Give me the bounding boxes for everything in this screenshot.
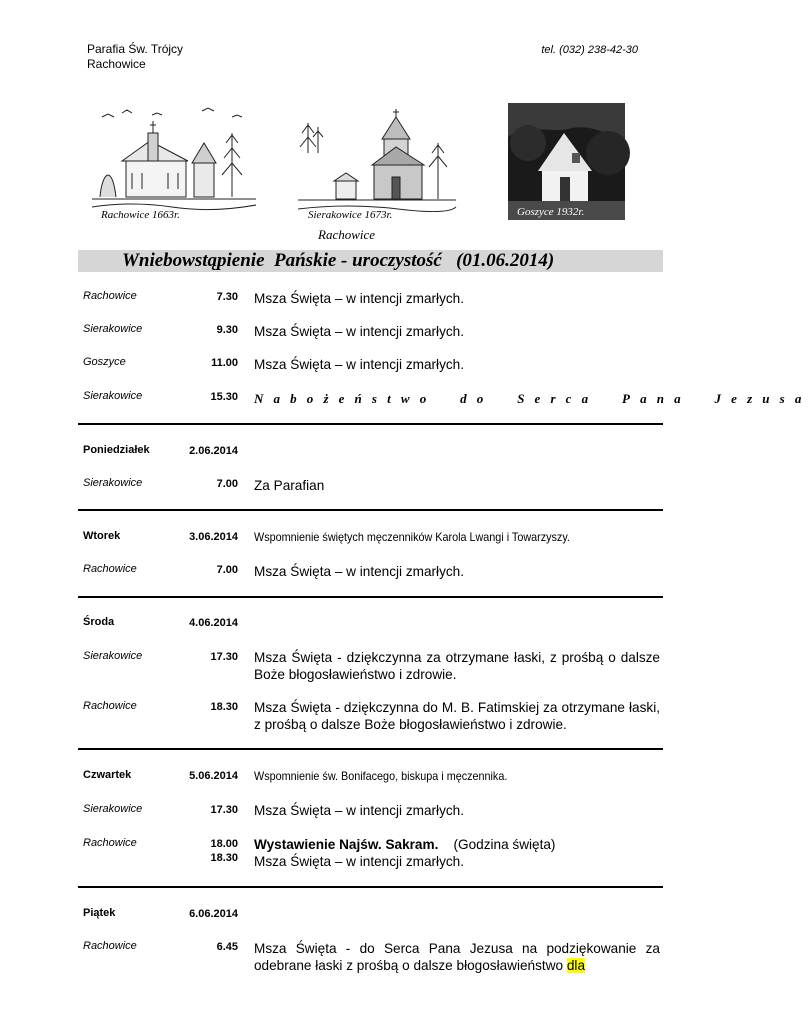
row-place: Goszyce	[83, 356, 126, 368]
row-desc: Msza Święta – w intencji zmarłych.	[254, 291, 465, 306]
day-divider	[78, 886, 663, 888]
chapel-photo-goszyce	[508, 103, 625, 220]
row-time: 17.30	[210, 804, 238, 816]
day-note: Wspomnienie świętych męczenników Karola Lwangi i Towarzyszy.	[254, 530, 570, 544]
day-divider	[78, 748, 663, 750]
day-name: Czwartek	[83, 769, 132, 781]
row-time: 9.30	[216, 324, 238, 336]
parish-town: Rachowice	[87, 57, 146, 71]
row-desc-exposition	[254, 836, 660, 870]
row-time: 6.45	[216, 941, 238, 953]
day-note: Wspomnienie św. Bonifacego, biskupa i męczennika.	[254, 769, 508, 783]
row-desc: Msza Święta - do Serca Pana Jezusa na podziękowanie za odebrane łaski z prośbą o dalsze błogosławieństwo	[254, 941, 660, 973]
row-place: Rachowice	[83, 940, 137, 952]
row-desc: Msza Święta - dziękczynna do M. B. Fatimskiej za otrzymane łaski, z prośbą o dalsze Boże błogosławieństwo i zdrowie.	[254, 700, 660, 732]
row-desc: Msza Święta – w intencji zmarłych.	[254, 324, 465, 339]
row-desc: Msza Święta – w intencji zmarłych.	[254, 803, 465, 818]
day-name: Wtorek	[83, 530, 121, 542]
parish-phone: tel. (032) 238-42-30	[541, 44, 638, 56]
row-desc: Msza Święta – w intencji zmarłych.	[254, 564, 465, 579]
row-place: Rachowice	[83, 837, 137, 849]
church-drawing-rachowice	[92, 103, 256, 220]
highlighted-word: dla	[566, 958, 585, 973]
row-place: Sierakowice	[83, 477, 143, 489]
row-place: Rachowice	[83, 563, 137, 575]
row-time-first: 18.00	[210, 838, 238, 850]
row-place: Sierakowice	[83, 803, 143, 815]
day-date: 5.06.2014	[189, 770, 238, 782]
subheading-rachowice: Rachowice	[318, 227, 376, 242]
row-desc: Za Parafian	[254, 478, 325, 493]
day-divider	[78, 596, 663, 598]
row-time-second: 18.30	[210, 852, 238, 864]
feast-banner-title: Wniebowstąpienie Pańskie - uroczystość (01.06.2014)	[78, 250, 663, 272]
exposition-label: Wystawienie Najśw. Sakram.	[254, 837, 439, 852]
caption-goszyce: Goszyce 1932r.	[517, 206, 585, 218]
row-place: Sierakowice	[83, 650, 143, 662]
row-time: 18.30	[210, 701, 238, 713]
day-date: 3.06.2014	[189, 531, 238, 543]
row-time: 17.30	[210, 651, 238, 663]
parish-name: Parafia Św. Trójcy	[87, 42, 184, 56]
holy-hour-note: (Godzina święta)	[453, 837, 556, 852]
church-drawing-sierakowice	[298, 103, 456, 220]
day-divider	[78, 509, 663, 511]
row-time	[184, 837, 238, 865]
day-date: 2.06.2014	[189, 445, 238, 457]
row-place: Sierakowice	[83, 390, 143, 402]
day-name: Piątek	[83, 907, 116, 919]
row-desc: Msza Święta – w intencji zmarłych.	[254, 357, 465, 372]
row-place: Sierakowice	[83, 323, 143, 335]
caption-sierakowice: Sierakowice 1673r.	[308, 209, 393, 221]
row-place: Rachowice	[83, 290, 137, 302]
row-desc: Msza Święta - dziękczynna za otrzymane łaski, z prośbą o dalsze Boże błogosławieństwo i zdrowie.	[254, 650, 660, 682]
row-time: 7.30	[216, 291, 238, 303]
parish-header	[87, 42, 183, 72]
row-desc: Msza Święta – w intencji zmarłych.	[254, 854, 465, 869]
row-time: 15.30	[210, 391, 238, 403]
day-name: Środa	[83, 616, 115, 628]
day-name: Poniedziałek	[83, 444, 150, 456]
day-divider	[78, 423, 663, 425]
row-desc-friday	[254, 940, 660, 974]
row-place: Rachowice	[83, 700, 137, 712]
row-time: 7.00	[216, 478, 238, 490]
day-date: 4.06.2014	[189, 617, 238, 629]
row-time: 7.00	[216, 564, 238, 576]
day-date: 6.06.2014	[189, 908, 238, 920]
caption-rachowice: Rachowice 1663r.	[101, 209, 180, 221]
row-time: 11.00	[211, 357, 238, 369]
row-desc-devotion: Nabożeństwo do Serca Pana Jezusa	[254, 391, 812, 406]
